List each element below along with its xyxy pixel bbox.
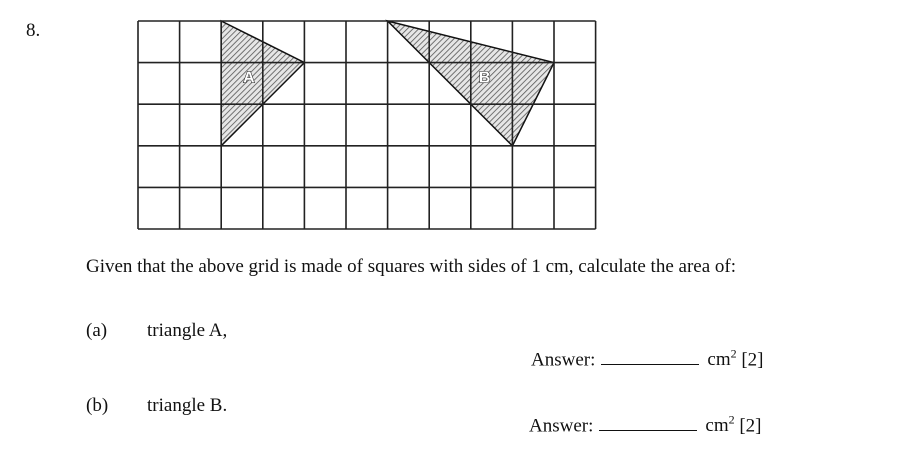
part-a-text: triangle A, — [147, 320, 228, 341]
part-a-unit — [707, 349, 736, 370]
part-b-unit-exponent: 2 — [728, 413, 735, 427]
question-prompt: Given that the above grid is made of squares with sides of 1 cm, calculate the area of: — [86, 256, 736, 277]
part-b-answer-blank[interactable] — [599, 429, 697, 431]
part-a-unit-text: cm — [707, 349, 731, 371]
part-a-answer-line — [531, 347, 764, 371]
part-b-unit — [705, 415, 734, 436]
part-a-answer-label: Answer: — [531, 349, 596, 371]
part-b-answer-line — [529, 413, 762, 437]
part-b-label: (b) — [86, 395, 109, 416]
part-a-marks: [2] — [741, 349, 764, 371]
part-a-label: (a) — [86, 320, 108, 341]
part-b-answer-label: Answer: — [529, 415, 594, 437]
part-b-marks: [2] — [739, 415, 762, 437]
part-a-unit-exponent: 2 — [730, 347, 737, 361]
part-b-text: triangle B. — [147, 395, 228, 416]
triangle-a-label: A — [243, 69, 255, 87]
part-b-unit-text: cm — [705, 415, 729, 437]
question-number: 8. — [26, 20, 41, 41]
triangle-b-label: B — [478, 69, 491, 87]
part-a-answer-blank[interactable] — [601, 363, 699, 365]
